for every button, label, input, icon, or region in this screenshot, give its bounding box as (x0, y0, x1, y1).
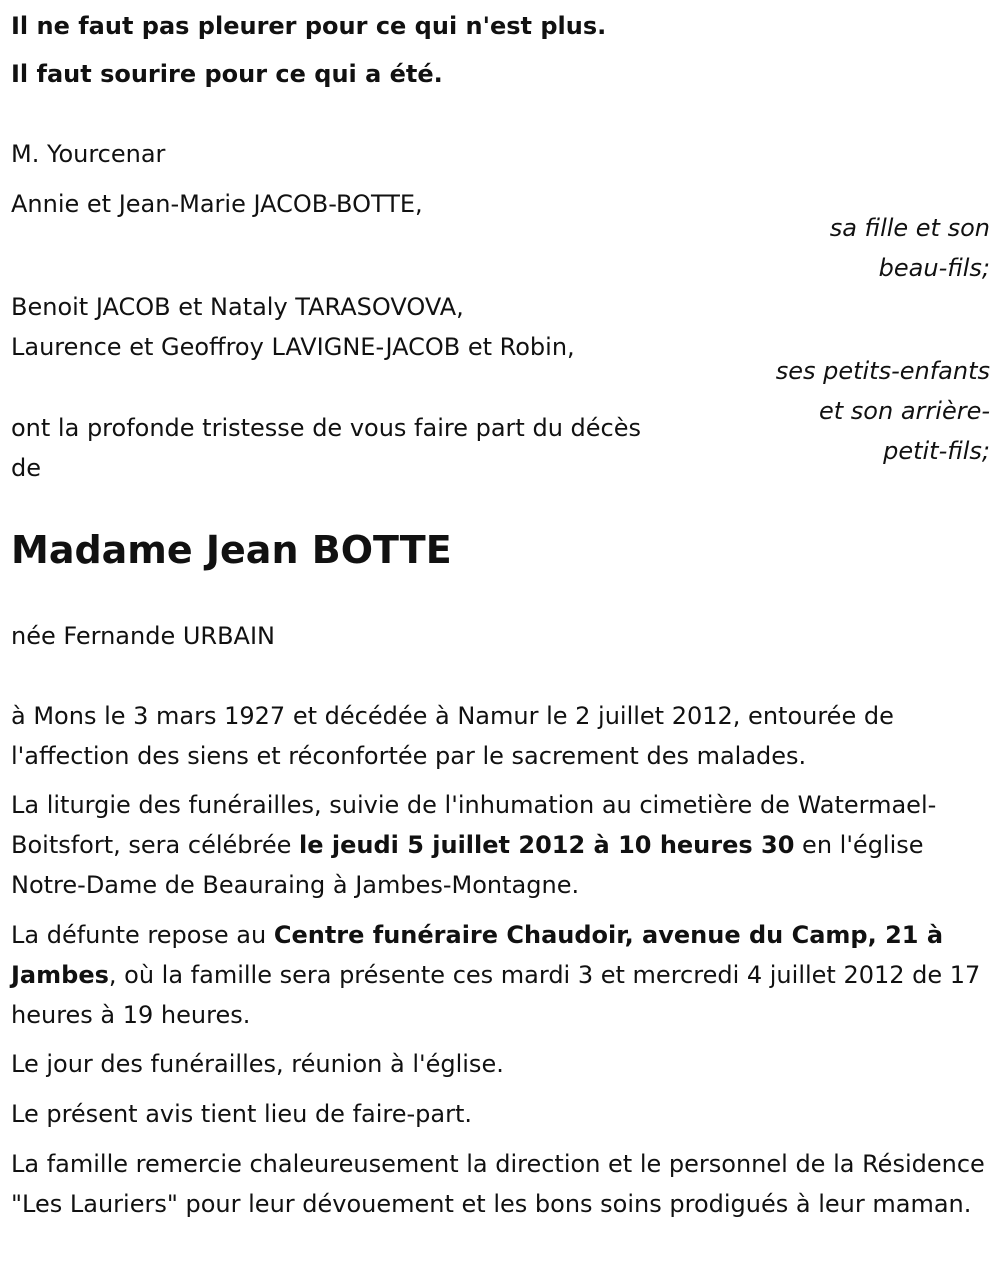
paragraph-funeral (11, 785, 991, 905)
repose-text-a: La défunte repose au (11, 921, 274, 949)
announcement-intro-1: ont la profonde tristesse de vous faire part du décès (11, 414, 641, 442)
paragraph-birth-death: à Mons le 3 mars 1927 et décédée à Namur le 2 juillet 2012, entourée de l'affection des siens et réconfortée par le sacrement des malades. (11, 702, 894, 770)
paragraph-notice: Le présent avis tient lieu de faire-part. (11, 1100, 473, 1128)
deceased-name: Madame Jean BOTTE (11, 528, 452, 572)
family-grandchild-2: Laurence et Geoffroy LAVIGNE-JACOB et Robin, (11, 333, 575, 361)
funeral-date: le jeudi 5 juillet 2012 à 10 heures 30 (299, 831, 795, 859)
quote-author: M. Yourcenar (11, 140, 166, 168)
daughter-relation (830, 208, 990, 288)
family-grandchild-1: Benoit JACOB et Nataly TARASOVOVA, (11, 293, 464, 321)
grandchildren-relation-line-3: petit-fils; (883, 437, 990, 465)
deceased-birth-name: née Fernande URBAIN (11, 622, 275, 650)
announcement-intro-2: de (11, 454, 41, 482)
quote-line-1: Il ne faut pas pleurer pour ce qui n'est plus. (11, 12, 607, 40)
grandchildren-relation-line-2: et son arrière- (819, 397, 990, 425)
repose-location: Centre funéraire Chaudoir, avenue du Camp, 21 à Jambes (11, 921, 944, 989)
funeral-text-b: en l'église Notre-Dame de Beauraing à Jambes-Montagne. (11, 831, 924, 899)
repose-text-b: , où la famille sera présente ces mardi 3 et mercredi 4 juillet 2012 de 17 heures à 19 heures. (11, 961, 981, 1029)
daughter-relation-line-2: beau-fils; (878, 254, 990, 282)
funeral-text-a: La liturgie des funérailles, suivie de l'inhumation au cimetière de Watermael-Boitsfort, sera célébrée (11, 791, 937, 859)
grandchildren-relation (776, 351, 990, 471)
paragraph-thanks: La famille remercie chaleureusement la direction et le personnel de la Résidence "Les Lauriers" pour leur dévouement et les bons soins prodigués à leur maman. (11, 1150, 985, 1218)
paragraph-repose (11, 915, 991, 1035)
family-daughter: Annie et Jean-Marie JACOB-BOTTE, (11, 190, 423, 218)
grandchildren-relation-line-1: ses petits-enfants (775, 357, 990, 385)
paragraph-meeting: Le jour des funérailles, réunion à l'église. (11, 1050, 504, 1078)
quote-line-2: Il faut sourire pour ce qui a été. (11, 60, 443, 88)
daughter-relation-line-1: sa fille et son (829, 214, 990, 242)
